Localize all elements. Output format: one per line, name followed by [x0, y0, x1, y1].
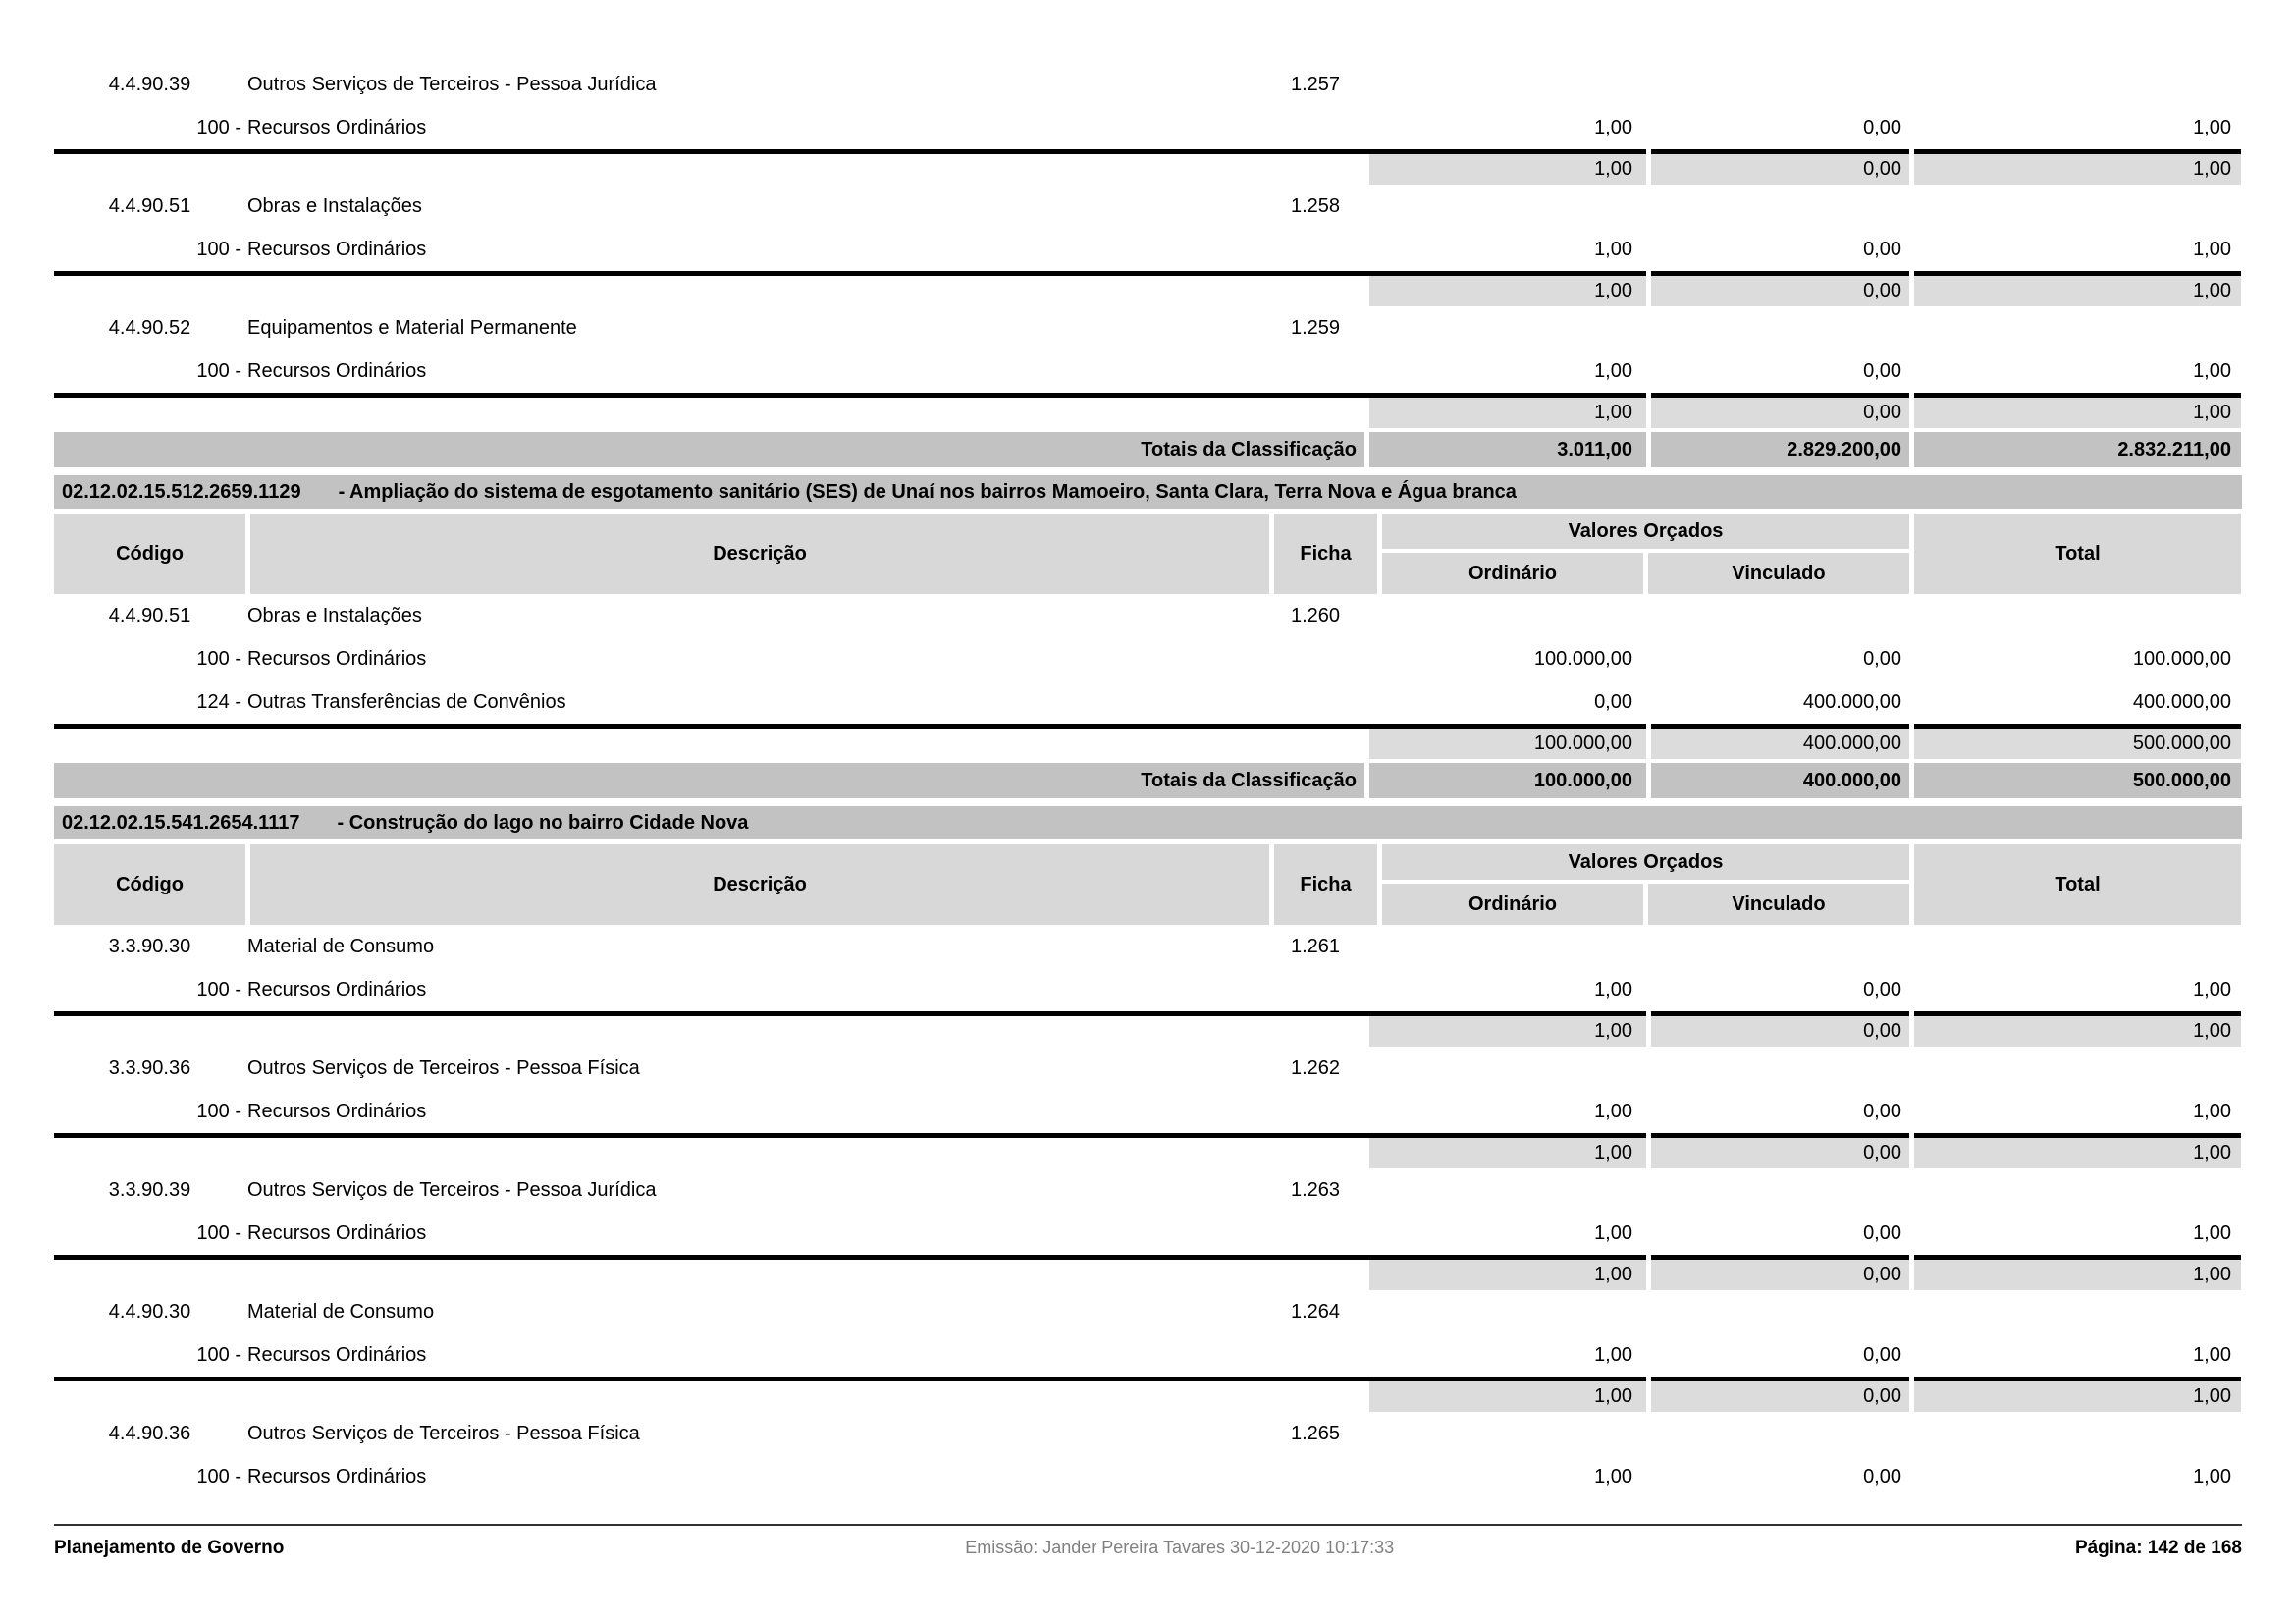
expense-group-row: [54, 1168, 2242, 1212]
classification-totals-row: [54, 763, 2242, 798]
resource-vinculado-value: 400.000,00: [1802, 690, 1901, 713]
resource-code: 124 -: [196, 690, 241, 713]
subtotal-total-value: 500.000,00: [1914, 724, 2241, 759]
classification-totals-row: [54, 432, 2242, 467]
column-header-vinculado: Vinculado: [1648, 884, 1909, 925]
resource-ordinario-value: 1,00: [1594, 1465, 1632, 1488]
expense-group-row: [54, 925, 2242, 968]
expense-group-code: 4.4.90.36: [108, 1422, 191, 1444]
resource-ordinario-value: 1,00: [1594, 978, 1632, 1001]
expense-group-ficha: 1.259: [1290, 316, 1341, 339]
subtotal-left-rule: [54, 724, 1369, 759]
expense-group-description: Outros Serviços de Terceiros - Pessoa Jurídica: [247, 73, 657, 95]
resource-name: Recursos Ordinários: [247, 238, 427, 260]
subtotal-vinculado-value: 0,00: [1651, 1133, 1909, 1168]
expense-group-ficha: 1.263: [1290, 1178, 1341, 1201]
classification-totals-vinculado: 2.829.200,00: [1651, 432, 1909, 467]
expense-group-code: 4.4.90.52: [108, 316, 191, 339]
subtotal-left-rule: [54, 271, 1369, 306]
expense-group-ficha: 1.265: [1290, 1422, 1341, 1444]
footer-emission-info: Emissão: Jander Pereira Tavares 30-12-2020 10:17:33: [965, 1538, 1395, 1557]
expense-group-ficha: 1.261: [1290, 935, 1341, 957]
expense-group-code: 4.4.90.51: [108, 194, 191, 217]
resource-total-value: 1,00: [2193, 116, 2231, 138]
section-title: - Ampliação do sistema de esgotamento sanitário (SES) de Unaí nos bairros Mamoeiro, Santa Clara, Terra Nova e Água branca: [338, 480, 1517, 503]
column-header-codigo: Código: [54, 514, 245, 594]
subtotal-vinculado-value: 0,00: [1651, 1011, 1909, 1047]
expense-group-ficha: 1.262: [1290, 1056, 1341, 1079]
classification-totals-label: Totais da Classificação: [54, 763, 1364, 798]
resource-vinculado-value: 0,00: [1863, 1465, 1901, 1488]
subtotal-ordinario-value: 1,00: [1369, 271, 1646, 306]
group-subtotal-row: [54, 271, 2242, 306]
footer-report-title: Planejamento de Governo: [54, 1538, 285, 1558]
group-subtotal-row: [54, 724, 2242, 759]
resource-name: Recursos Ordinários: [247, 978, 427, 1001]
classification-totals-vinculado: 400.000,00: [1651, 763, 1909, 798]
subtotal-total-value: 1,00: [1914, 1133, 2241, 1168]
resource-name: Recursos Ordinários: [247, 647, 427, 670]
group-subtotal-row: [54, 149, 2242, 185]
resource-vinculado-value: 0,00: [1863, 116, 1901, 138]
expense-group-ficha: 1.257: [1290, 73, 1341, 95]
subtotal-ordinario-value: 1,00: [1369, 1377, 1646, 1412]
expense-group-description: Outros Serviços de Terceiros - Pessoa Física: [247, 1422, 640, 1444]
footer-page-number: Página: 142 de 168: [2074, 1538, 2242, 1558]
resource-total-value: 1,00: [2193, 1100, 2231, 1122]
resource-ordinario-value: 0,00: [1594, 690, 1632, 713]
resource-total-value: 1,00: [2193, 978, 2231, 1001]
column-header-valores-orcados-group: [1382, 514, 1909, 594]
expense-group-description: Material de Consumo: [247, 1300, 435, 1323]
expense-group-row: [54, 1412, 2242, 1455]
subtotal-total-value: 1,00: [1914, 149, 2241, 185]
resource-row: [54, 968, 2242, 1011]
expense-group-row: [54, 1290, 2242, 1333]
classification-totals-label: Totais da Classificação: [54, 432, 1364, 467]
subtotal-total-value: 1,00: [1914, 1011, 2241, 1047]
resource-total-value: 1,00: [2193, 238, 2231, 260]
subtotal-total-value: 1,00: [1914, 1377, 2241, 1412]
resource-code: 100 -: [196, 1100, 241, 1122]
group-subtotal-row: [54, 393, 2242, 428]
subtotal-vinculado-value: 400.000,00: [1651, 724, 1909, 759]
subtotal-left-rule: [54, 1133, 1369, 1168]
column-header-descricao: Descrição: [250, 844, 1269, 925]
resource-ordinario-value: 1,00: [1594, 1100, 1632, 1122]
expense-group-code: 4.4.90.39: [108, 73, 191, 95]
resource-ordinario-value: 1,00: [1594, 116, 1632, 138]
section-band: [54, 806, 2242, 839]
resource-vinculado-value: 0,00: [1863, 238, 1901, 260]
subtotal-left-rule: [54, 149, 1369, 185]
resource-total-value: 1,00: [2193, 1221, 2231, 1244]
resource-name: Recursos Ordinários: [247, 116, 427, 138]
classification-totals-total: 500.000,00: [1914, 763, 2241, 798]
resource-code: 100 -: [196, 359, 241, 382]
expense-group-code: 4.4.90.30: [108, 1300, 191, 1323]
valores-orcados-subcolumns: [1382, 553, 1909, 594]
column-header-total: Total: [1914, 844, 2241, 925]
resource-code: 100 -: [196, 1343, 241, 1366]
subtotal-left-rule: [54, 1255, 1369, 1290]
subtotal-vinculado-value: 0,00: [1651, 1255, 1909, 1290]
resource-name: Recursos Ordinários: [247, 1343, 427, 1366]
resource-ordinario-value: 1,00: [1594, 1221, 1632, 1244]
resource-row: [54, 1333, 2242, 1377]
subtotal-ordinario-value: 1,00: [1369, 1255, 1646, 1290]
group-subtotal-row: [54, 1011, 2242, 1047]
resource-code: 100 -: [196, 116, 241, 138]
subtotal-left-rule: [54, 1011, 1369, 1047]
column-header-ficha: Ficha: [1274, 844, 1377, 925]
resource-vinculado-value: 0,00: [1863, 1221, 1901, 1244]
expense-group-row: [54, 594, 2242, 637]
expense-group-row: [54, 63, 2242, 106]
subtotal-total-value: 1,00: [1914, 271, 2241, 306]
resource-code: 100 -: [196, 1465, 241, 1488]
subtotal-vinculado-value: 0,00: [1651, 1377, 1909, 1412]
column-header-ficha: Ficha: [1274, 514, 1377, 594]
subtotal-ordinario-value: 1,00: [1369, 1133, 1646, 1168]
expense-group-code: 3.3.90.30: [108, 935, 191, 957]
expense-group-row: [54, 306, 2242, 350]
resource-name: Recursos Ordinários: [247, 1221, 427, 1244]
resource-row: [54, 637, 2242, 680]
subtotal-total-value: 1,00: [1914, 1255, 2241, 1290]
resource-row: [54, 1455, 2242, 1498]
resource-total-value: 1,00: [2193, 1465, 2231, 1488]
section-classification-code: 02.12.02.15.541.2654.1117: [62, 811, 300, 834]
table-header-row: [54, 514, 2242, 594]
expense-group-row: [54, 1047, 2242, 1090]
valores-orcados-subcolumns: [1382, 884, 1909, 925]
expense-group-ficha: 1.260: [1290, 604, 1341, 626]
expense-group-description: Equipamentos e Material Permanente: [247, 316, 577, 339]
resource-name: Outras Transferências de Convênios: [247, 690, 566, 713]
subtotal-ordinario-value: 1,00: [1369, 1011, 1646, 1047]
column-header-valores-orcados: Valores Orçados: [1382, 514, 1909, 549]
resource-code: 100 -: [196, 978, 241, 1001]
resource-code: 100 -: [196, 1221, 241, 1244]
subtotal-total-value: 1,00: [1914, 393, 2241, 428]
group-subtotal-row: [54, 1377, 2242, 1412]
expense-group-description: Outros Serviços de Terceiros - Pessoa Física: [247, 1056, 640, 1079]
subtotal-vinculado-value: 0,00: [1651, 271, 1909, 306]
resource-name: Recursos Ordinários: [247, 1465, 427, 1488]
classification-totals-total: 2.832.211,00: [1914, 432, 2241, 467]
resource-row: [54, 1212, 2242, 1255]
resource-row: [54, 106, 2242, 149]
page-footer: [54, 1524, 2242, 1559]
section-classification-code: 02.12.02.15.512.2659.1129: [62, 480, 301, 503]
expense-group-ficha: 1.258: [1290, 194, 1341, 217]
resource-name: Recursos Ordinários: [247, 1100, 427, 1122]
column-header-ordinario: Ordinário: [1382, 884, 1643, 925]
expense-group-code: 3.3.90.39: [108, 1178, 191, 1201]
subtotal-left-rule: [54, 1377, 1369, 1412]
resource-total-value: 400.000,00: [2132, 690, 2231, 713]
column-header-total: Total: [1914, 514, 2241, 594]
resource-vinculado-value: 0,00: [1863, 359, 1901, 382]
section-band: [54, 475, 2242, 509]
expense-group-description: Obras e Instalações: [247, 604, 422, 626]
section-title: - Construção do lago no bairro Cidade Nova: [337, 811, 749, 834]
resource-code: 100 -: [196, 647, 241, 670]
subtotal-ordinario-value: 1,00: [1369, 393, 1646, 428]
resource-ordinario-value: 1,00: [1594, 359, 1632, 382]
expense-group-description: Outros Serviços de Terceiros - Pessoa Jurídica: [247, 1178, 657, 1201]
expense-group-description: Material de Consumo: [247, 935, 435, 957]
subtotal-left-rule: [54, 393, 1369, 428]
resource-ordinario-value: 100.000,00: [1533, 647, 1632, 670]
column-header-descricao: Descrição: [250, 514, 1269, 594]
resource-ordinario-value: 1,00: [1594, 1343, 1632, 1366]
resource-total-value: 1,00: [2193, 359, 2231, 382]
resource-vinculado-value: 0,00: [1863, 647, 1901, 670]
table-header-row: [54, 844, 2242, 925]
resource-vinculado-value: 0,00: [1863, 978, 1901, 1001]
resource-row: [54, 680, 2242, 724]
column-header-valores-orcados-group: [1382, 844, 1909, 925]
group-subtotal-row: [54, 1133, 2242, 1168]
resource-row: [54, 350, 2242, 393]
resource-row: [54, 1090, 2242, 1133]
resource-code: 100 -: [196, 238, 241, 260]
resource-vinculado-value: 0,00: [1863, 1100, 1901, 1122]
expense-group-code: 4.4.90.51: [108, 604, 191, 626]
subtotal-ordinario-value: 1,00: [1369, 149, 1646, 185]
resource-ordinario-value: 1,00: [1594, 238, 1632, 260]
expense-group-code: 3.3.90.36: [108, 1056, 191, 1079]
column-header-valores-orcados: Valores Orçados: [1382, 844, 1909, 880]
resource-total-value: 100.000,00: [2132, 647, 2231, 670]
subtotal-vinculado-value: 0,00: [1651, 149, 1909, 185]
subtotal-ordinario-value: 100.000,00: [1369, 724, 1646, 759]
expense-group-description: Obras e Instalações: [247, 194, 422, 217]
subtotal-vinculado-value: 0,00: [1651, 393, 1909, 428]
column-header-codigo: Código: [54, 844, 245, 925]
column-header-vinculado: Vinculado: [1648, 553, 1909, 594]
group-subtotal-row: [54, 1255, 2242, 1290]
resource-total-value: 1,00: [2193, 1343, 2231, 1366]
classification-totals-ordinario: 100.000,00: [1369, 763, 1646, 798]
resource-row: [54, 228, 2242, 271]
column-header-ordinario: Ordinário: [1382, 553, 1643, 594]
resource-name: Recursos Ordinários: [247, 359, 427, 382]
expense-group-row: [54, 185, 2242, 228]
resource-vinculado-value: 0,00: [1863, 1343, 1901, 1366]
expense-group-ficha: 1.264: [1290, 1300, 1341, 1323]
classification-totals-ordinario: 3.011,00: [1369, 432, 1646, 467]
